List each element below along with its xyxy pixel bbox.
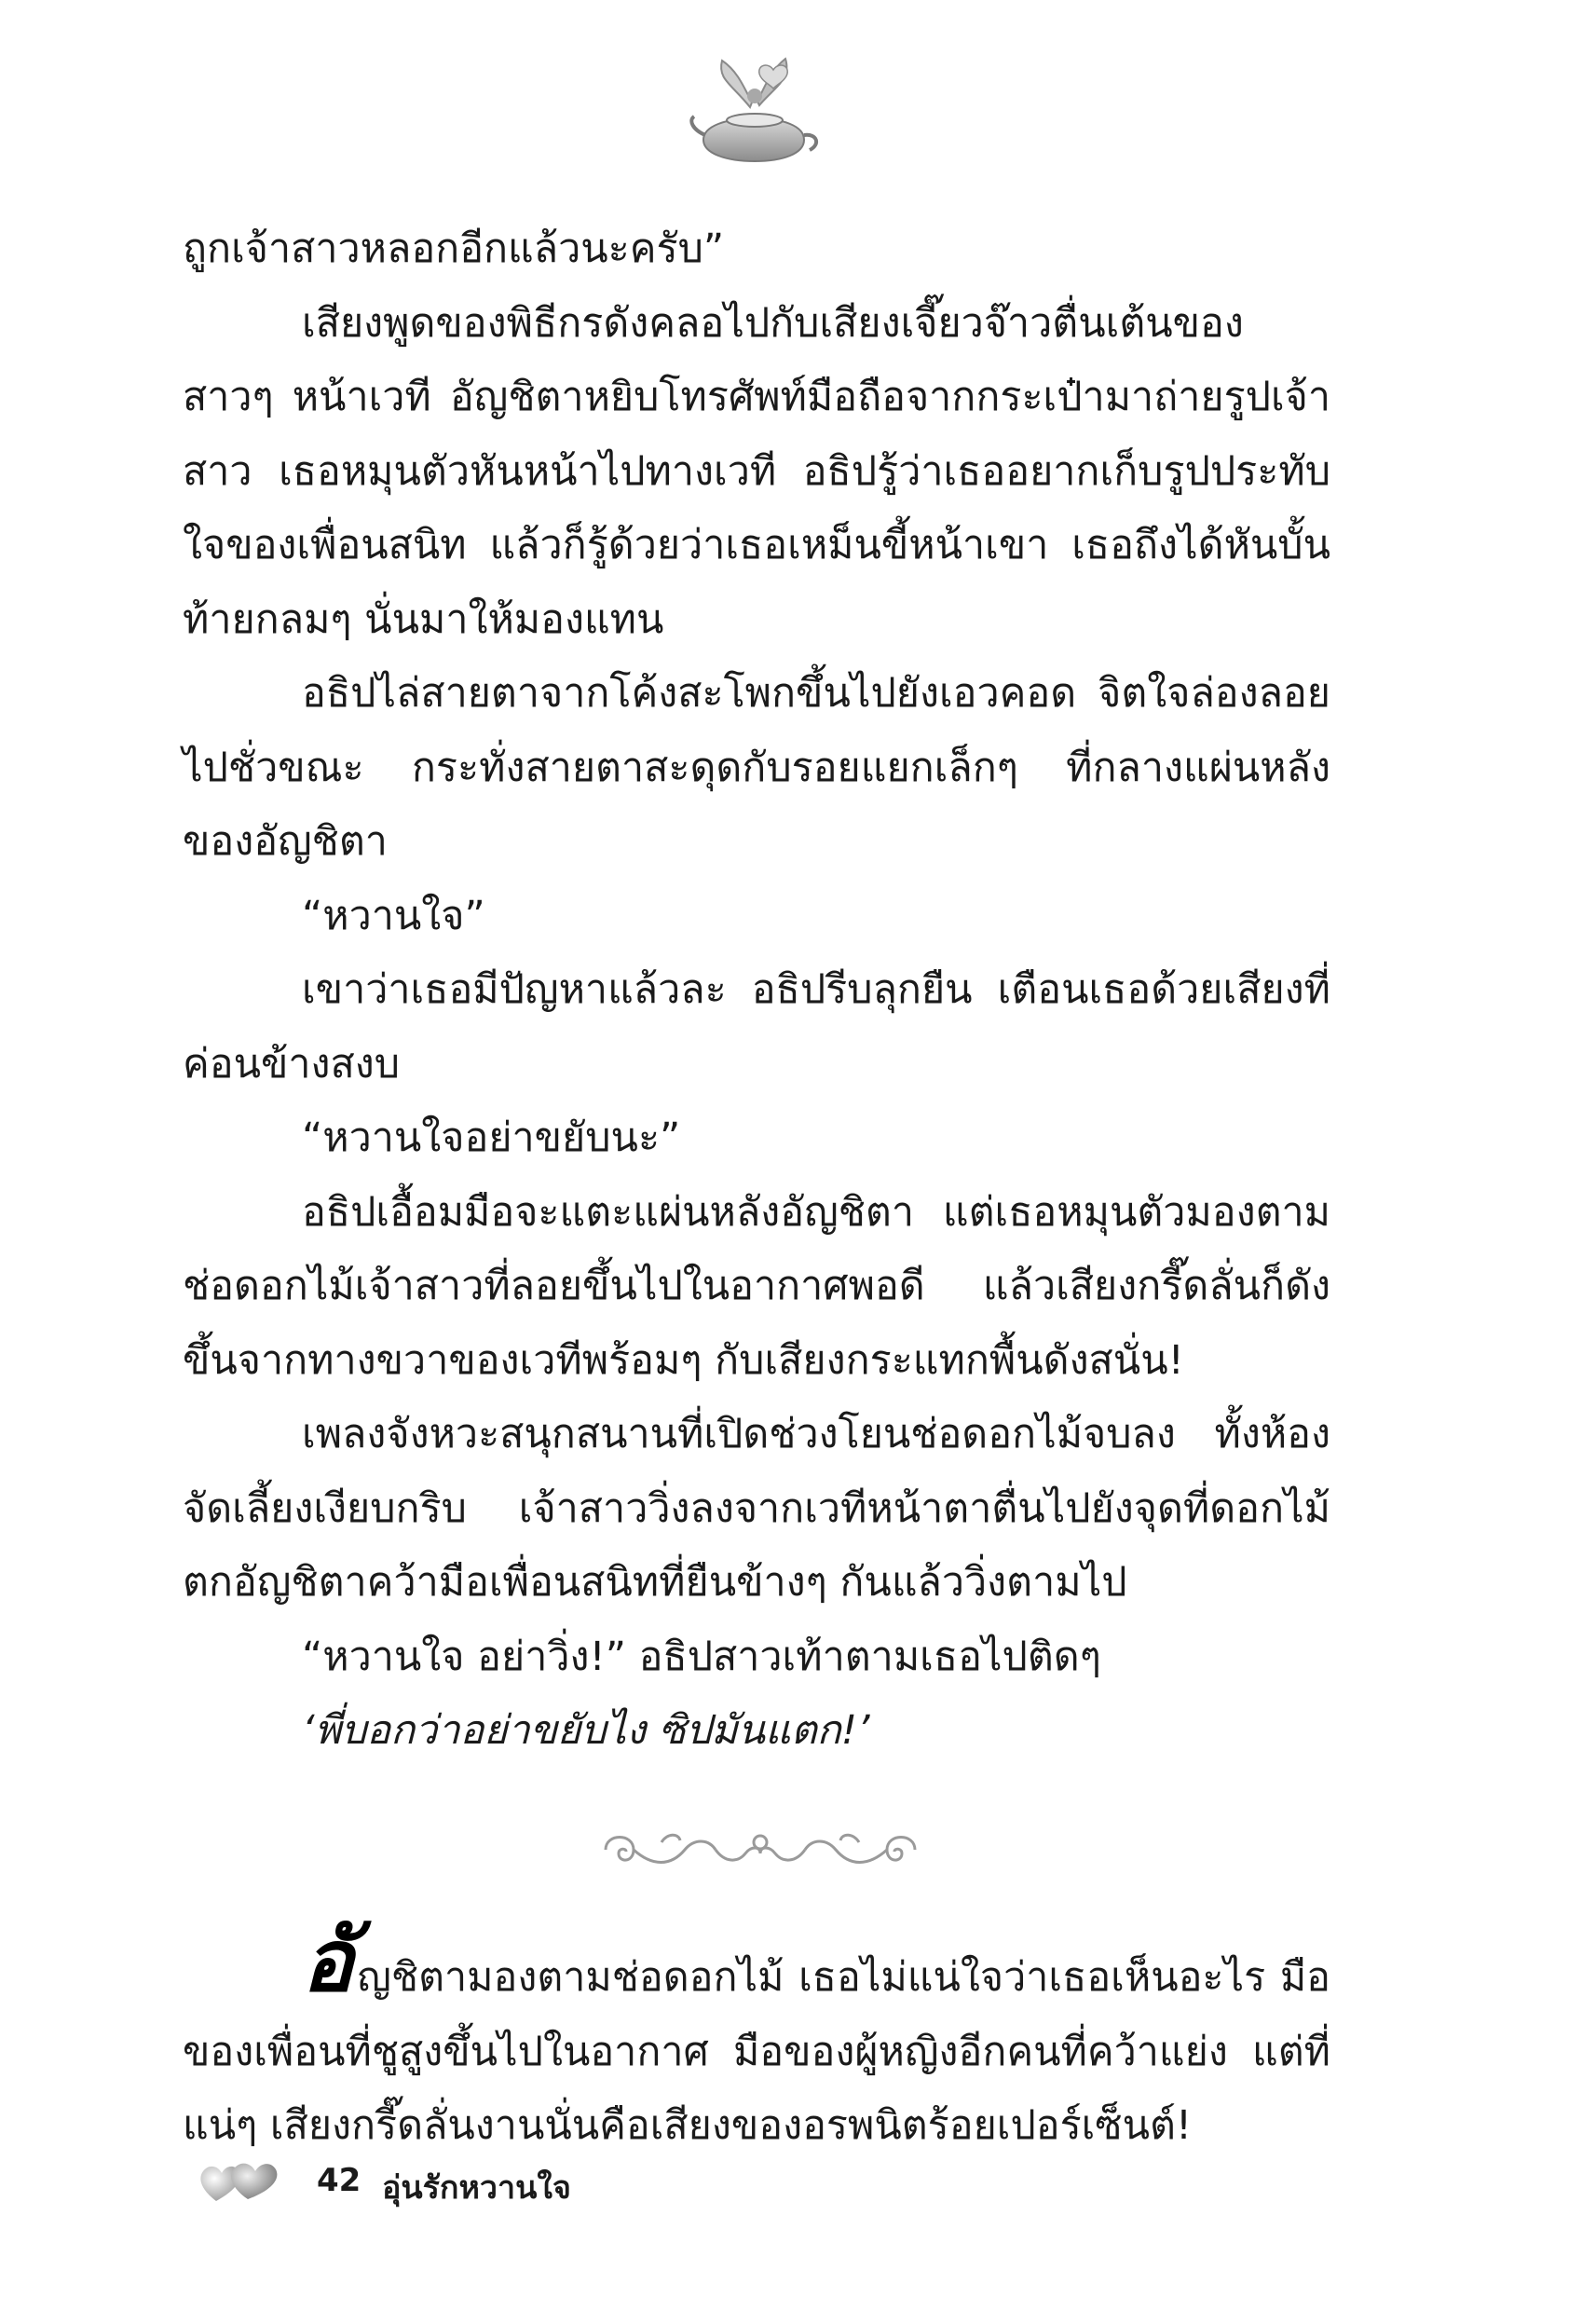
book-title: อุ่นรักหวานใจ [382, 2169, 571, 2207]
body-text [183, 212, 1330, 1769]
paragraph: เขาว่าเธอมีปัญหาแล้วละ อธิปรีบลุกยืน เตือนเธอด้วยเสียงที่ค่อนข้างสงบ [183, 966, 1330, 1087]
paragraph: “หวานใจ” [302, 892, 485, 939]
dropcap-letter: อั [302, 1910, 354, 2011]
page-footer [196, 2153, 755, 2218]
paragraph: ถูกเจ้าสาวหลอกอีกแล้วนะครับ” [183, 226, 725, 272]
dropcap-text: ญชิตามองตามช่อดอกไม้ เธอไม่แน่ใจว่าเธอเห็นอะไร มือของเพื่อนที่ชูสูงขึ้นไปในอากาศ มือของผู้หญิงอีกคนที่คว้าแย่ง แต่ที่แน่ๆ เสียงกรี๊ดลั่นงานนั่นคือเสียงของอรพนิตร้อยเปอร์เซ็นต์! [183, 1954, 1330, 2149]
twin-hearts-icon [196, 2153, 280, 2208]
teapot-cupid-ornament-icon [685, 51, 825, 172]
scroll-flourish-divider-icon [596, 1822, 924, 1878]
paragraph: เพลงจังหวะสนุกสนานที่เปิดช่วงโยนช่อดอกไม้จบลง ทั้งห้องจัดเลี้ยงเงียบกริบ เจ้าสาววิ่งลงจากเวทีหน้าตาตื่นไปยังจุดที่ดอกไม้ตกอัญชิตาคว้ามือเพื่อนสนิทที่ยืนข้างๆ กันแล้ววิ่งตามไป [183, 1411, 1330, 1606]
page-number: 42 [317, 2162, 361, 2199]
paragraph: “หวานใจ อย่าวิ่ง!” อธิปสาวเท้าตามเธอไปติดๆ [302, 1633, 1101, 1680]
paragraph: “หวานใจอย่าขยับนะ” [302, 1114, 681, 1161]
dropcap-paragraph [183, 1910, 1330, 2164]
paragraph: เสียงพูดของพิธีกรดังคลอไปกับเสียงเจี๊ยวจ๊าวตื่นเต้นของสาวๆ หน้าเวที อัญชิตาหยิบโทรศัพท์มือถือจากกระเป๋ามาถ่ายรูปเจ้าสาว เธอหมุนตัวหันหน้าไปทางเวที อธิปรู้ว่าเธออยากเก็บรูปประทับใจของเพื่อนสนิท แล้วก็รู้ด้วยว่าเธอเหม็นขี้หน้าเขา เธอถึงได้หันบั้นท้ายกลมๆ นั่นมาให้มองแทน [183, 299, 1330, 643]
paragraph: ‘พี่บอกว่าอย่าขยับไง ซิปมันแตก!’ [302, 1707, 870, 1754]
paragraph: อธิปเอื้อมมือจะแตะแผ่นหลังอัญชิตา แต่เธอหมุนตัวมองตามช่อดอกไม้เจ้าสาวที่ลอยขึ้นไปในอากาศพอดี แล้วเสียงกรี๊ดลั่นก็ดังขึ้นจากทางขวาของเวทีพร้อมๆ กับเสียงกระแทกพื้นดังสนั่น! [183, 1188, 1330, 1384]
paragraph: อธิปไล่สายตาจากโค้งสะโพกขึ้นไปยังเอวคอด จิตใจล่องลอยไปชั่วขณะ กระทั่งสายตาสะดุดกับรอยแยกเล็กๆ ที่กลางแผ่นหลังของอัญชิตา [183, 670, 1330, 865]
